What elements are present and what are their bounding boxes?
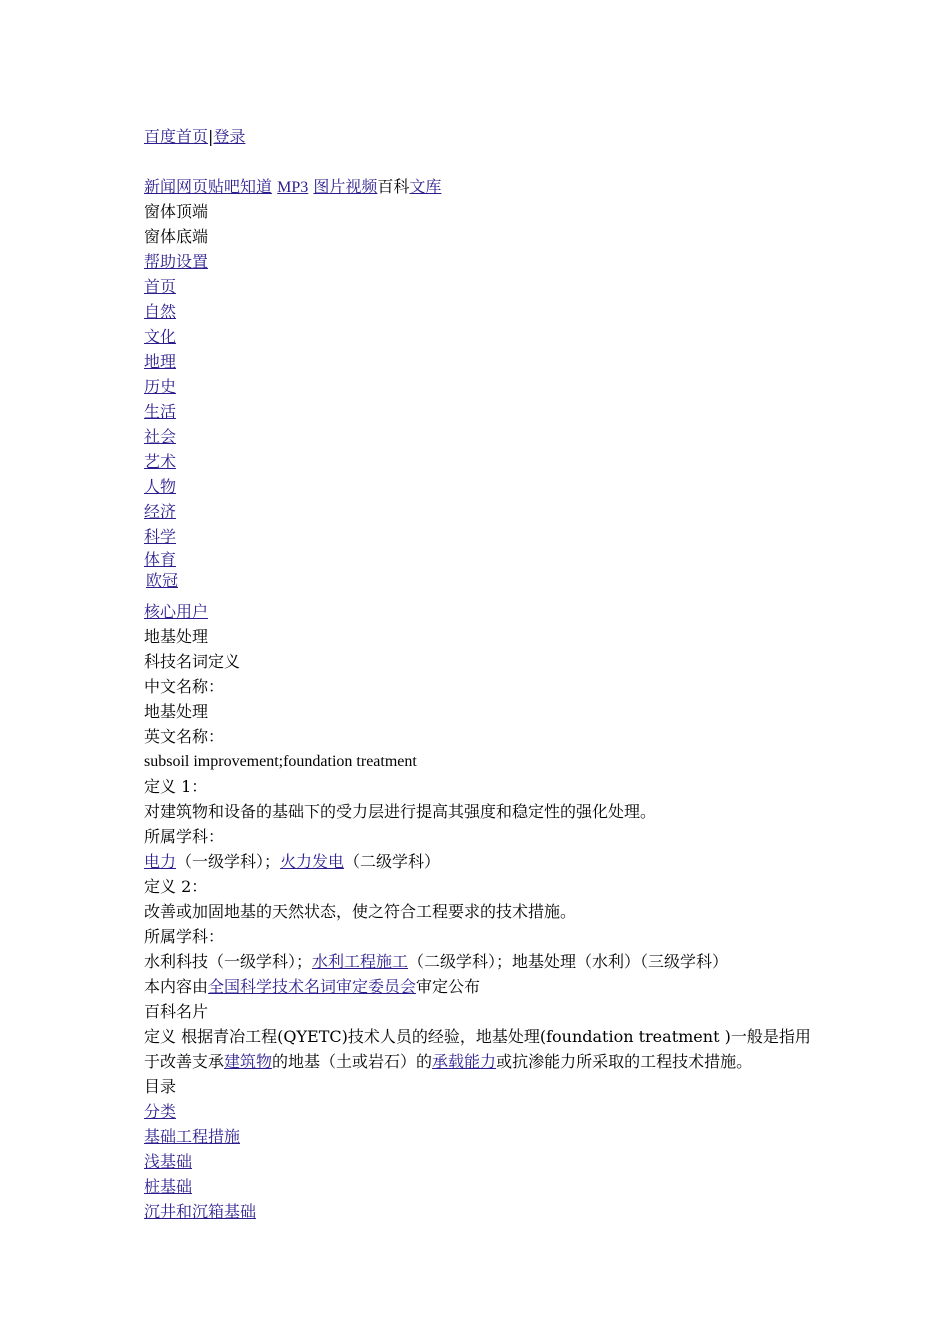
product-news-link[interactable]: 新闻	[144, 177, 177, 196]
category-link-culture[interactable]: 文化	[144, 327, 177, 346]
publish-suffix: 审定公布	[416, 977, 481, 996]
toc-link-caisson-foundation[interactable]: 沉井和沉箱基础	[144, 1202, 257, 1221]
definition-1-subject-label: 所属学科：	[144, 827, 225, 846]
card-text: 定义 根据青冶工程(QYETC)技术人员的经验，地基处理(foundation treatment )一般是指用于改善支承	[144, 1027, 811, 1071]
product-zhidao-link[interactable]: 知道	[240, 177, 273, 196]
category-link-home[interactable]: 首页	[144, 277, 177, 296]
card-text: 或抗渗能力所采取的工程技术措施。	[496, 1052, 753, 1071]
toc-link-pile-foundation[interactable]: 桩基础	[144, 1177, 193, 1196]
core-users-link[interactable]: 核心用户	[144, 602, 209, 621]
page-content	[144, 124, 814, 1224]
product-nav	[144, 174, 814, 199]
committee-link[interactable]: 全国科学技术名词审定委员会	[208, 977, 417, 996]
building-link[interactable]: 建筑物	[224, 1052, 273, 1071]
form-bottom-marker: 窗体底端	[144, 227, 209, 246]
section-term-definition: 科技名词定义	[144, 652, 241, 671]
help-settings-link[interactable]: 帮助设置	[144, 252, 209, 271]
category-link-economy[interactable]: 经济	[144, 502, 177, 521]
subject-level-text: （二级学科）；地基处理（水利）（三级学科）	[408, 952, 729, 971]
bearing-capacity-link[interactable]: 承载能力	[432, 1052, 497, 1071]
product-baike-current: 百科	[377, 177, 410, 196]
product-web-link[interactable]: 网页	[176, 177, 209, 196]
special-link-champions-league[interactable]: 欧冠	[146, 571, 179, 590]
chinese-name-value: 地基处理	[144, 702, 209, 721]
product-images-link[interactable]: 图片	[313, 177, 346, 196]
baidu-home-link[interactable]: 百度首页	[144, 127, 209, 146]
table-of-contents	[144, 1099, 814, 1224]
category-link-art[interactable]: 艺术	[144, 452, 177, 471]
definition-2-subject-label: 所属学科：	[144, 927, 225, 946]
card-definition	[144, 1024, 814, 1074]
subject-link-thermal-power[interactable]: 火力发电	[280, 852, 345, 871]
english-name-label: 英文名称：	[144, 727, 225, 746]
form-top-marker: 窗体顶端	[144, 202, 209, 221]
category-link-life[interactable]: 生活	[144, 402, 177, 421]
chinese-name-label: 中文名称：	[144, 677, 225, 696]
publish-note	[144, 974, 814, 999]
product-tieba-link[interactable]: 贴吧	[208, 177, 241, 196]
category-nav	[144, 274, 814, 599]
definition-2-text: 改善或加固地基的天然状态，使之符合工程要求的技术措施。	[144, 902, 577, 921]
subject-level-text: （二级学科）	[344, 852, 441, 871]
toc-link-shallow-foundation[interactable]: 浅基础	[144, 1152, 193, 1171]
product-mp3-link[interactable]: MP3	[277, 179, 309, 196]
subject-link-electric-power[interactable]: 电力	[144, 852, 177, 871]
product-video-link[interactable]: 视频	[345, 177, 378, 196]
category-link-sports[interactable]: 体育	[144, 550, 177, 569]
subject-level-text: （一级学科）；	[176, 852, 281, 871]
nav-separator: |	[208, 127, 214, 146]
card-text: 的地基（土或岩石）的	[272, 1052, 433, 1071]
definition-2-subjects	[144, 949, 814, 974]
english-name-value: subsoil improvement;foundation treatment	[144, 753, 417, 770]
definition-2-label: 定义 2：	[144, 877, 208, 896]
publish-prefix: 本内容由	[144, 977, 209, 996]
category-link-history[interactable]: 历史	[144, 377, 177, 396]
category-link-nature[interactable]: 自然	[144, 302, 177, 321]
category-link-society[interactable]: 社会	[144, 427, 177, 446]
definition-1-subjects	[144, 849, 814, 874]
category-link-science[interactable]: 科学	[144, 527, 177, 546]
card-title: 百科名片	[144, 1002, 209, 1021]
subject-link-hydraulic-construction[interactable]: 水利工程施工	[312, 952, 409, 971]
top-nav	[144, 124, 814, 149]
definition-1-label: 定义 1：	[144, 777, 208, 796]
toc-title: 目录	[144, 1077, 177, 1096]
category-link-geography[interactable]: 地理	[144, 352, 177, 371]
entry-title: 地基处理	[144, 627, 209, 646]
toc-link-foundation-measures[interactable]: 基础工程措施	[144, 1127, 241, 1146]
category-link-people[interactable]: 人物	[144, 477, 177, 496]
product-wenku-link[interactable]: 文库	[409, 177, 442, 196]
subject-level-text: 水利科技（一级学科）；	[144, 952, 313, 971]
definition-1-text: 对建筑物和设备的基础下的受力层进行提高其强度和稳定性的强化处理。	[144, 802, 657, 821]
toc-link-classification[interactable]: 分类	[144, 1102, 177, 1121]
login-link[interactable]: 登录	[213, 127, 246, 146]
